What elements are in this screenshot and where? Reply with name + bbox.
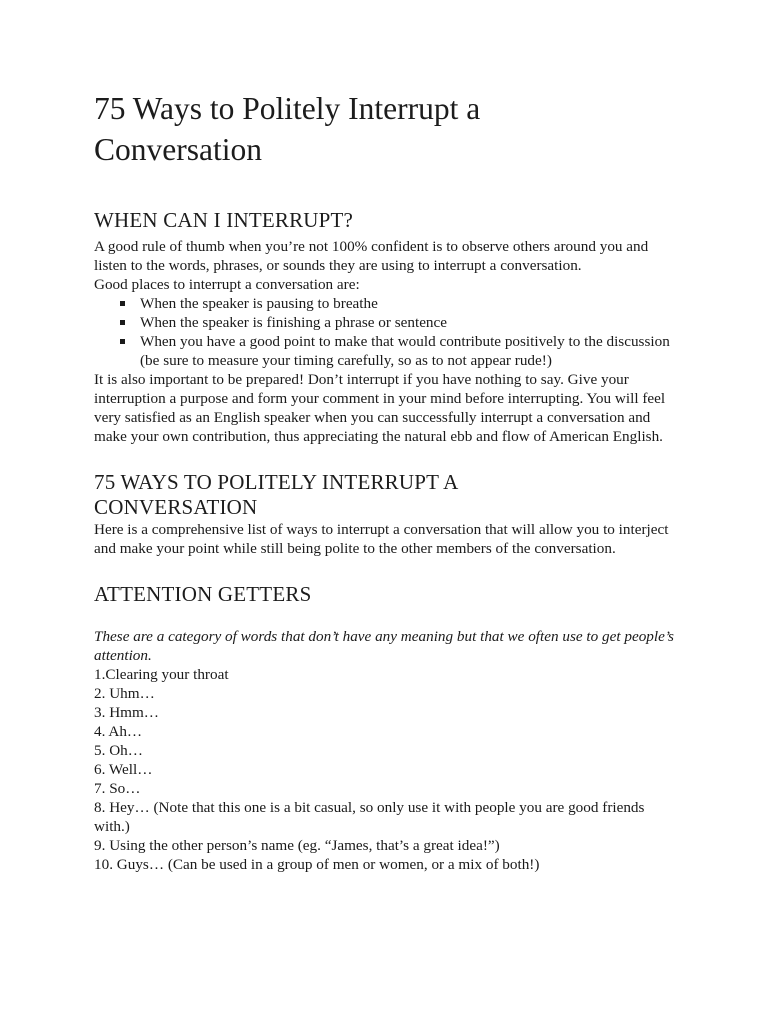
- section-heading-attention-getters: ATTENTION GETTERS: [94, 582, 312, 606]
- bullet-item: When the speaker is finishing a phrase or sentence: [140, 313, 684, 332]
- list-item: 5. Oh…: [94, 742, 143, 759]
- section-heading-line-2: CONVERSATION: [94, 495, 258, 519]
- title-line-2: Conversation: [94, 132, 262, 167]
- list-item: 3. Hmm…: [94, 704, 159, 721]
- document-content: [94, 88, 684, 874]
- list-item: 4. Ah…: [94, 723, 143, 740]
- title-line-1: 75 Ways to Politely Interrupt a: [94, 91, 481, 126]
- paragraph-good-places: Good places to interrupt a conversation are:: [94, 276, 360, 293]
- paragraph-be-prepared: It is also important to be prepared! Don’t interrupt if you have nothing to say. Give your interruption a purpose and form your comment in your mind before interrupting. You will feel very satisfied as an English speaker when you can successfully interrupt a conversation and make your own contribution, thus appreciating the natural ebb and flow of American English.: [94, 371, 666, 445]
- paragraph-attention-intro: These are a category of words that don’t have any meaning but that we often use to get people’s attention.: [94, 628, 674, 664]
- list-item: 2. Uhm…: [94, 685, 155, 702]
- section-heading-when-can-i-interrupt: WHEN CAN I INTERRUPT?: [94, 208, 354, 232]
- bullet-list: [94, 294, 684, 370]
- list-item: 1.Clearing your throat: [94, 666, 229, 683]
- paragraph-comprehensive-list: Here is a comprehensive list of ways to interrupt a conversation that will allow you to interject and make your point while still being polite to the other members of the conversation.: [94, 521, 669, 557]
- list-item: 8. Hey… (Note that this one is a bit casual, so only use it with people you are good friends with.): [94, 799, 645, 835]
- list-item: 7. So…: [94, 780, 141, 797]
- section-heading-75-ways: [94, 470, 684, 520]
- list-item: 6. Well…: [94, 761, 153, 778]
- section-heading-line-1: 75 WAYS TO POLITELY INTERRUPT A: [94, 470, 459, 494]
- document-title: [94, 88, 684, 170]
- bullet-item: When the speaker is pausing to breathe: [140, 294, 684, 313]
- paragraph-rule-of-thumb: A good rule of thumb when you’re not 100% confident is to observe others around you and listen to the words, phrases, or sounds they are using to interrupt a conversation.: [94, 238, 649, 274]
- list-item: 9. Using the other person’s name (eg. “James, that’s a great idea!”): [94, 837, 500, 854]
- bullet-item: When you have a good point to make that would contribute positively to the discussion (be sure to measure your timing carefully, so as to not appear rude!): [140, 332, 684, 370]
- list-item: 10. Guys… (Can be used in a group of men or women, or a mix of both!): [94, 856, 540, 873]
- attention-getters-list: [94, 665, 684, 874]
